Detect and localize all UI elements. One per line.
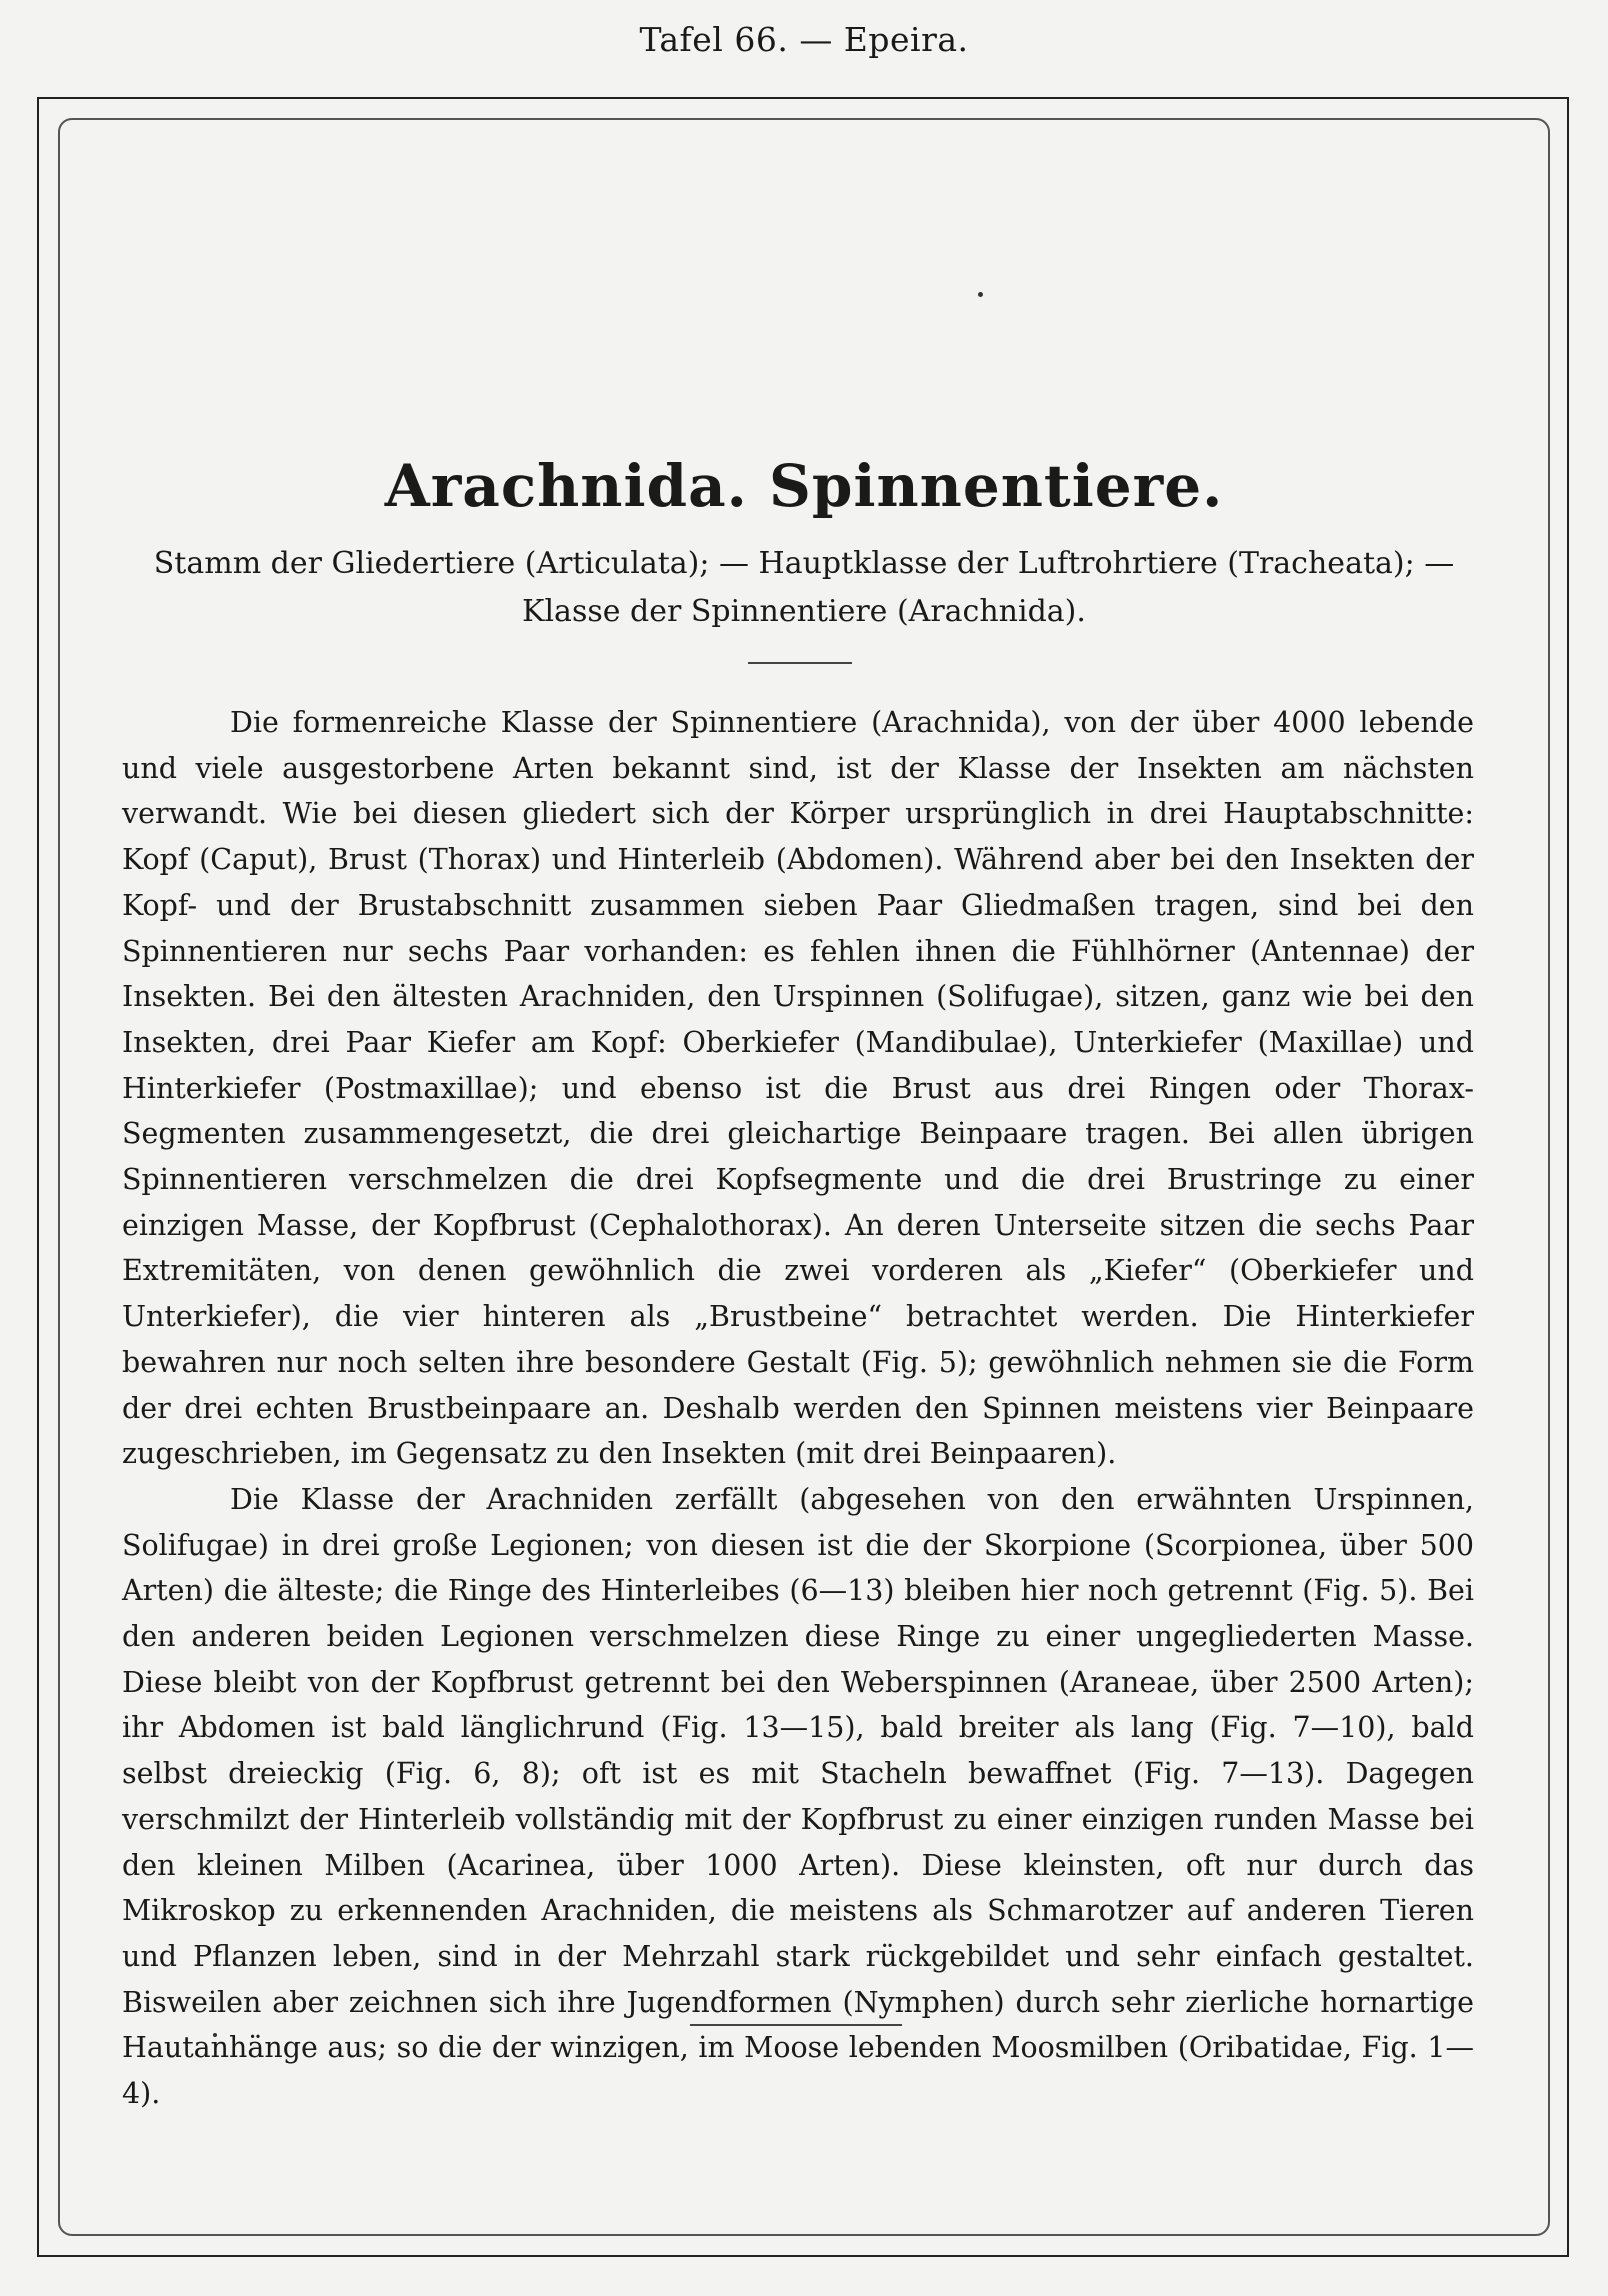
running-head: Tafel 66. — Epeira.	[639, 20, 969, 59]
body-text	[122, 700, 1474, 2117]
divider-rule	[748, 662, 852, 664]
page-title: Arachnida. Spinnentiere.	[384, 452, 1224, 520]
subtitle-line: Klasse der Spinnentiere (Arachnida).	[522, 594, 1086, 629]
classification-subtitle	[120, 540, 1488, 636]
subtitle-line: Stamm der Gliedertiere (Articulata); — Hauptklasse der Luftrohrtiere (Tracheata); —	[153, 546, 1455, 581]
body-paragraph: Die formenreiche Klasse der Spinnentiere (Arachnida), von der über 4000 lebende und viele ausgestorbene Arten bekannt sind, ist der Klasse der Insekten am nächsten verwandt. Wie bei diesen gliedert sich der Körper ursprünglich in drei Hauptabschnitte: Kopf (Caput), Brust (Thorax) und Hinterleib (Abdomen). Während aber bei den Insekten der Kopf- und der Brustabschnitt zusammen sieben Paar Gliedmaßen tragen, sind bei den Spinnentieren nur sechs Paar vorhanden: es fehlen ihnen die Fühlhörner (Antennae) der Insekten. Bei den ältesten Arachniden, den Urspinnen (Solifugae), sitzen, ganz wie bei den Insekten, drei Paar Kiefer am Kopf: Oberkiefer (Mandibulae), Unterkiefer (Maxillae) und Hinterkiefer (Postmaxillae); und ebenso ist die Brust aus drei Ringen oder Thorax-Segmenten zusammengesetzt, die drei gleichartige Beinpaare tragen. Bei allen übrigen Spinnentieren verschmelzen die drei Kopfsegmente und die drei Brustringe zu einer einzigen Masse, der Kopfbrust (Cephalothorax). An deren Unterseite sitzen die sechs Paar Extremitäten, von denen gewöhnlich die zwei vorderen als „Kiefer“ (Oberkiefer und Unterkiefer), die vier hinteren als „Brustbeine“ betrachtet werden. Die Hinterkiefer bewahren nur noch selten ihre besondere Gestalt (Fig. 5); gewöhnlich nehmen sie die Form der drei echten Brustbeinpaare an. Deshalb werden den Spinnen meistens vier Beinpaare zugeschrieben, im Gegensatz zu den Insekten (mit drei Beinpaaren).	[122, 706, 1474, 1471]
body-paragraph: Die Klasse der Arachniden zerfällt (abgesehen von den erwähnten Urspinnen, Solifugae) in drei große Legionen; von diesen ist die der Skorpione (Scorpionea, über 500 Arten) die älteste; die Ringe des Hinterleibes (6—13) bleiben hier noch getrennt (Fig. 5). Bei den anderen beiden Legionen verschmelzen diese Ringe zu einer ungegliederten Masse. Diese bleibt von der Kopfbrust getrennt bei den Weberspinnen (Araneae, über 2500 Arten); ihr Abdomen ist bald länglichrund (Fig. 13—15), bald breiter als lang (Fig. 7—10), bald selbst dreieckig (Fig. 6, 8); oft ist es mit Stacheln bewaffnet (Fig. 7—13). Dagegen verschmilzt der Hinterleib vollständig mit der Kopfbrust zu einer einzigen runden Masse bei den kleinen Milben (Acarinea, über 1000 Arten). Diese kleinsten, oft nur durch das Mikroskop zu erkennenden Arachniden, die meistens als Schmarotzer auf anderen Tieren und Pflanzen leben, sind in der Mehrzahl stark rückgebildet und sehr einfach gestaltet. Bisweilen aber zeichnen sich ihre Jugendformen (Nymphen) durch sehr zierliche hornartige Hautanhänge aus; so die der winzigen, im Moose lebenden Moosmilben (Oribatidae, Fig. 1—4).	[122, 1482, 1474, 2111]
print-speck	[978, 292, 983, 297]
end-rule	[690, 2024, 902, 2026]
